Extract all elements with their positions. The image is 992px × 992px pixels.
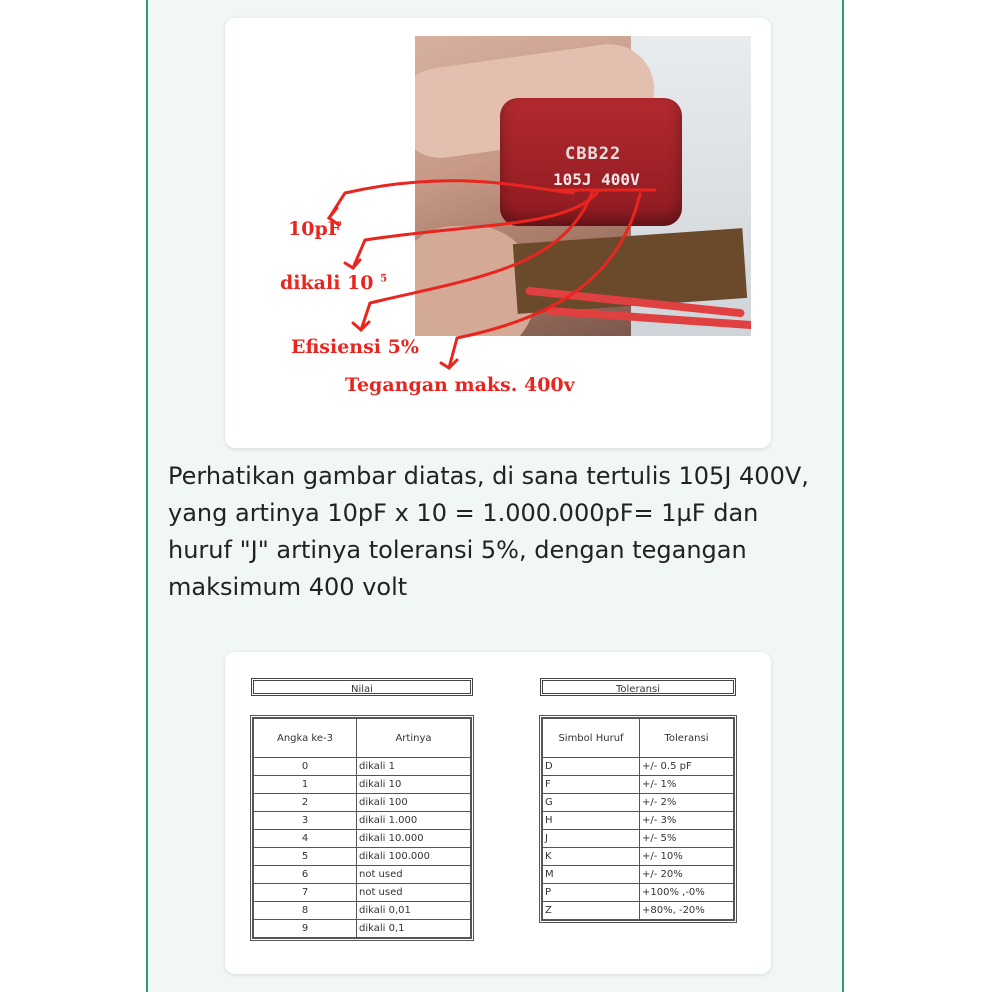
table-cell: not used	[357, 884, 471, 902]
table-row	[254, 776, 471, 794]
capacitor-photo	[415, 36, 751, 336]
capacitor-model-label: CBB22	[565, 144, 622, 164]
code-tables-card[interactable]	[225, 652, 771, 974]
nilai-header-digit: Angka ke-3	[254, 719, 357, 758]
annotation-tolerance: Efisiensi 5%	[291, 336, 419, 358]
table-cell: Z	[543, 902, 640, 920]
table-cell: P	[543, 884, 640, 902]
table-cell: +/- 3%	[640, 812, 734, 830]
table-cell: H	[543, 812, 640, 830]
table-row	[543, 812, 734, 830]
toleransi-table	[542, 718, 734, 920]
table-cell: 8	[254, 902, 357, 920]
table-cell: +100% ,-0%	[640, 884, 734, 902]
explanation-paragraph: Perhatikan gambar diatas, di sana tertulis 105J 400V, yang artinya 10pF x 10 = 1.000.000pF= 1µF dan huruf "J" artinya toleransi 5%, dengan tegangan maksimum 400 volt	[168, 462, 809, 601]
table-cell: 9	[254, 920, 357, 938]
table-row	[543, 884, 734, 902]
table-row	[254, 902, 471, 920]
table-row	[254, 884, 471, 902]
table-row	[543, 758, 734, 776]
table-row	[543, 902, 734, 920]
table-cell: 1	[254, 776, 357, 794]
table-cell: 2	[254, 794, 357, 812]
nilai-table-title: Nilai	[251, 678, 473, 696]
table-cell: dikali 10	[357, 776, 471, 794]
table-cell: J	[543, 830, 640, 848]
table-cell: dikali 1	[357, 758, 471, 776]
table-cell: dikali 0,1	[357, 920, 471, 938]
capacitor-image-card[interactable]	[225, 18, 771, 448]
table-row	[254, 866, 471, 884]
table-cell: 3	[254, 812, 357, 830]
table-cell: +/- 20%	[640, 866, 734, 884]
table-cell: not used	[357, 866, 471, 884]
table-row	[543, 866, 734, 884]
table-cell: G	[543, 794, 640, 812]
toleransi-header-tolerance: Toleransi	[640, 719, 734, 758]
table-cell: 4	[254, 830, 357, 848]
table-cell: dikali 100.000	[357, 848, 471, 866]
table-row	[543, 830, 734, 848]
table-cell: +/- 0.5 pF	[640, 758, 734, 776]
table-row	[543, 776, 734, 794]
table-cell: dikali 100	[357, 794, 471, 812]
nilai-header-meaning: Artinya	[357, 719, 471, 758]
table-row	[254, 812, 471, 830]
table-cell: K	[543, 848, 640, 866]
annotation-multiplier	[280, 272, 387, 294]
annotation-voltage: Tegangan maks. 400v	[345, 374, 575, 396]
table-row	[543, 848, 734, 866]
annotation-multiplier-exponent: 5	[380, 273, 388, 285]
capacitor-code-label: 105J 400V	[553, 170, 640, 189]
table-cell: +/- 2%	[640, 794, 734, 812]
table-row	[254, 794, 471, 812]
table-cell: dikali 1.000	[357, 812, 471, 830]
nilai-table	[253, 718, 471, 938]
table-row	[254, 830, 471, 848]
table-cell: 0	[254, 758, 357, 776]
annotation-multiplier-text: dikali 10	[280, 272, 374, 294]
table-row	[254, 758, 471, 776]
table-cell: M	[543, 866, 640, 884]
table-row	[543, 794, 734, 812]
table-row	[254, 848, 471, 866]
table-cell: dikali 10.000	[357, 830, 471, 848]
table-cell: D	[543, 758, 640, 776]
table-cell: dikali 0,01	[357, 902, 471, 920]
table-cell: 5	[254, 848, 357, 866]
table-cell: F	[543, 776, 640, 794]
table-cell: +/- 1%	[640, 776, 734, 794]
toleransi-table-title: Toleransi	[540, 678, 736, 696]
post-content	[146, 0, 844, 992]
table-cell: +80%, -20%	[640, 902, 734, 920]
table-cell: +/- 10%	[640, 848, 734, 866]
table-cell: +/- 5%	[640, 830, 734, 848]
table-cell: 7	[254, 884, 357, 902]
annotation-10pf: 10pF	[288, 218, 342, 240]
table-cell: 6	[254, 866, 357, 884]
toleransi-header-symbol: Simbol Huruf	[543, 719, 640, 758]
table-row	[254, 920, 471, 938]
